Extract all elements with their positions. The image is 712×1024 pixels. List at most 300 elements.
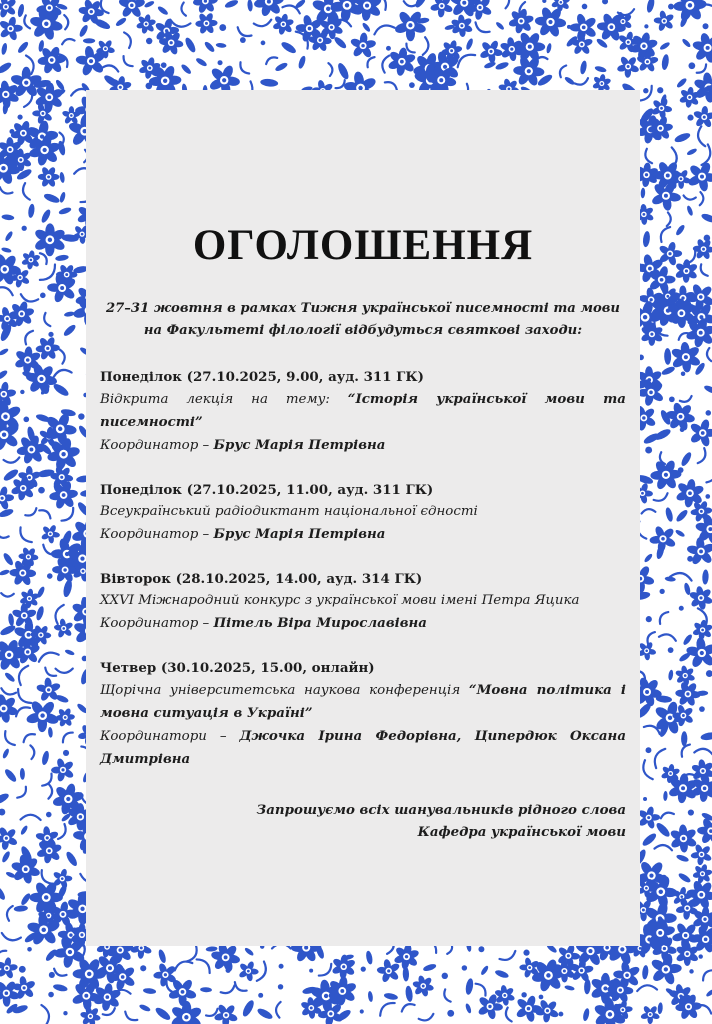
flower-motif bbox=[25, 699, 59, 732]
flower-motif bbox=[570, 33, 593, 55]
vine-swirl bbox=[18, 689, 31, 703]
leaf-motif bbox=[668, 669, 674, 680]
vine-swirl bbox=[419, 1014, 434, 1021]
leaf-motif bbox=[2, 552, 15, 567]
leaf-motif bbox=[14, 905, 29, 912]
flower-motif bbox=[479, 39, 503, 63]
leaf-motif bbox=[224, 0, 239, 9]
event-heading: Понеділок (27.10.2025, 9.00, ауд. 311 ГК) bbox=[100, 369, 424, 385]
leaf-motif bbox=[195, 57, 208, 68]
vine-swirl bbox=[124, 56, 133, 66]
leaf-motif bbox=[157, 949, 167, 964]
ornament-dot bbox=[46, 812, 52, 818]
leaf-motif bbox=[661, 54, 670, 71]
ornament-dot bbox=[258, 993, 263, 998]
vine-swirl bbox=[240, 62, 249, 73]
leaf-motif bbox=[676, 77, 688, 89]
vine-swirl bbox=[406, 44, 414, 53]
leaf-motif bbox=[657, 1002, 663, 1014]
event-description bbox=[100, 501, 626, 523]
vine-swirl bbox=[0, 951, 6, 960]
flower-motif bbox=[687, 161, 712, 192]
leaf-motif bbox=[52, 983, 68, 992]
vine-swirl bbox=[648, 632, 655, 644]
event-description bbox=[100, 679, 626, 725]
event-1 bbox=[100, 366, 626, 457]
vine-swirl bbox=[476, 984, 486, 996]
flower-motif bbox=[673, 0, 707, 22]
ornament-dot bbox=[261, 41, 266, 46]
leaf-motif bbox=[180, 63, 192, 75]
flower-motif bbox=[616, 55, 639, 78]
vine-swirl bbox=[374, 25, 394, 34]
vine-swirl bbox=[404, 1, 417, 6]
leaf-motif bbox=[333, 35, 348, 50]
leaf-motif bbox=[705, 988, 712, 998]
vine-swirl bbox=[42, 774, 51, 786]
flower-motif bbox=[38, 166, 60, 188]
leaf-motif bbox=[43, 192, 61, 204]
flower-motif bbox=[33, 223, 66, 256]
vine-swirl bbox=[61, 508, 73, 521]
ornament-dot bbox=[478, 946, 484, 952]
flower-motif bbox=[693, 106, 712, 129]
ornament-dot bbox=[688, 809, 694, 815]
vine-swirl bbox=[661, 227, 670, 242]
leaf-motif bbox=[0, 61, 13, 75]
vine-swirl bbox=[504, 0, 509, 8]
ornament-dot bbox=[706, 410, 712, 416]
leaf-motif bbox=[0, 569, 10, 577]
leaf-motif bbox=[3, 768, 18, 784]
ornament-dot bbox=[462, 965, 467, 970]
leaf-motif bbox=[256, 1007, 274, 1021]
vine-swirl bbox=[643, 760, 652, 779]
leaf-motif bbox=[673, 131, 691, 144]
department-signature: Кафедра української мови bbox=[417, 824, 626, 840]
event-topic: “Мовна політика і мовна ситуація в Україні” bbox=[100, 682, 626, 721]
vine-swirl bbox=[16, 707, 30, 716]
intro-text bbox=[100, 298, 626, 342]
intro-line-1: 27–31 жовтня в рамках Тижня української писемності та мови bbox=[105, 301, 621, 316]
event-description-text: Всеукраїнський радіодиктант національної єдності bbox=[100, 504, 478, 519]
ornament-dot bbox=[687, 115, 693, 121]
announcement-content bbox=[100, 222, 626, 843]
vine-swirl bbox=[54, 969, 66, 976]
flower-motif bbox=[272, 13, 294, 35]
leaf-motif bbox=[413, 0, 428, 9]
vine-swirl bbox=[30, 745, 34, 759]
ornament-dot bbox=[447, 1010, 454, 1017]
ornament-dot bbox=[279, 964, 284, 969]
flower-motif bbox=[351, 0, 382, 21]
ornament-dot bbox=[660, 589, 665, 594]
vine-swirl bbox=[175, 962, 193, 971]
ornament-dot bbox=[646, 616, 652, 622]
vine-swirl bbox=[58, 824, 66, 839]
vine-swirl bbox=[197, 959, 210, 973]
leaf-motif bbox=[663, 791, 668, 801]
flower-motif bbox=[629, 32, 658, 61]
leaf-motif bbox=[59, 191, 67, 203]
flower-motif bbox=[653, 10, 674, 32]
coordinator-label: Координатор – bbox=[100, 527, 214, 542]
vine-swirl bbox=[266, 57, 277, 64]
leaf-motif bbox=[579, 60, 587, 75]
flower-motif bbox=[214, 1003, 239, 1024]
flower-motif bbox=[36, 838, 62, 864]
leaf-motif bbox=[1, 214, 14, 221]
vine-swirl bbox=[560, 66, 566, 78]
vine-swirl bbox=[42, 870, 52, 884]
vine-swirl bbox=[458, 55, 475, 68]
event-heading: Понеділок (27.10.2025, 11.00, ауд. 311 ГК) bbox=[100, 482, 434, 498]
vine-swirl bbox=[25, 508, 36, 515]
event-3 bbox=[100, 568, 626, 635]
vine-swirl bbox=[60, 349, 65, 363]
ornament-dot bbox=[706, 670, 712, 677]
leaf-motif bbox=[183, 36, 197, 54]
ornament-dot bbox=[657, 87, 663, 93]
vine-swirl bbox=[698, 126, 705, 146]
leaf-motif bbox=[203, 40, 216, 53]
vine-swirl bbox=[170, 20, 190, 27]
ornament-dot bbox=[602, 0, 608, 4]
flower-motif bbox=[193, 0, 219, 14]
vine-swirl bbox=[19, 666, 28, 685]
leaf-motif bbox=[8, 613, 15, 626]
flower-motif bbox=[394, 10, 427, 42]
leaf-motif bbox=[422, 963, 437, 973]
leaf-motif bbox=[1, 42, 8, 55]
leaf-motif bbox=[144, 0, 156, 9]
leaf-motif bbox=[2, 748, 11, 759]
leaf-motif bbox=[20, 825, 29, 836]
vine-swirl bbox=[661, 813, 674, 819]
flower-motif bbox=[0, 693, 19, 723]
ornament-dot bbox=[361, 966, 366, 971]
leaf-motif bbox=[138, 1003, 151, 1012]
flower-motif bbox=[679, 87, 701, 109]
leaf-motif bbox=[700, 212, 712, 224]
leaf-motif bbox=[595, 37, 608, 49]
leaf-motif bbox=[297, 55, 307, 69]
ornament-dot bbox=[20, 390, 24, 394]
ornament-dot bbox=[48, 992, 54, 998]
vine-swirl bbox=[660, 612, 668, 624]
flower-motif bbox=[674, 259, 698, 283]
flower-motif bbox=[689, 586, 712, 611]
leaf-motif bbox=[641, 832, 658, 848]
leaf-motif bbox=[64, 850, 79, 867]
leaf-motif bbox=[664, 348, 671, 365]
ornament-dot bbox=[226, 968, 231, 973]
leaf-motif bbox=[143, 988, 157, 995]
ornament-dot bbox=[705, 494, 710, 499]
vine-swirl bbox=[336, 80, 345, 88]
leaf-motif bbox=[62, 323, 77, 337]
flower-motif bbox=[0, 0, 17, 18]
leaf-motif bbox=[59, 172, 65, 184]
leaf-motif bbox=[642, 231, 651, 248]
intro-line-2: на Факультеті філології відбудуться святкові заходи: bbox=[143, 323, 583, 338]
vine-swirl bbox=[701, 264, 708, 276]
vine-swirl bbox=[21, 815, 41, 820]
ornament-dot bbox=[22, 226, 27, 231]
vine-swirl bbox=[382, 56, 389, 73]
leaf-motif bbox=[682, 633, 694, 646]
vine-swirl bbox=[21, 294, 38, 301]
flower-motif bbox=[430, 0, 454, 18]
vine-swirl bbox=[7, 906, 13, 921]
vine-swirl bbox=[642, 509, 656, 513]
ornament-dot bbox=[38, 487, 45, 494]
leaf-motif bbox=[675, 529, 686, 538]
vine-swirl bbox=[697, 64, 706, 72]
leaf-motif bbox=[35, 605, 45, 621]
ornament-dot bbox=[219, 24, 226, 31]
leaf-motif bbox=[41, 750, 50, 765]
leaf-motif bbox=[157, 5, 169, 16]
leaf-motif bbox=[17, 3, 25, 17]
vine-swirl bbox=[235, 982, 247, 991]
vine-swirl bbox=[41, 1005, 49, 1024]
vine-swirl bbox=[23, 183, 30, 200]
event-coordinator bbox=[100, 725, 626, 771]
leaf-motif bbox=[642, 965, 649, 980]
vine-swirl bbox=[694, 749, 712, 755]
vine-swirl bbox=[328, 63, 332, 76]
leaf-motif bbox=[677, 872, 692, 884]
flower-motif bbox=[690, 843, 712, 865]
ornament-dot bbox=[442, 973, 448, 979]
ornament-dot bbox=[146, 38, 152, 44]
leaf-motif bbox=[48, 727, 54, 738]
leaf-motif bbox=[546, 43, 553, 54]
leaf-motif bbox=[405, 985, 414, 1002]
vine-swirl bbox=[654, 845, 672, 850]
leaf-motif bbox=[480, 965, 490, 976]
event-heading: Вівторок (28.10.2025, 14.00, ауд. 314 ГК) bbox=[100, 571, 423, 587]
vine-swirl bbox=[40, 264, 55, 279]
flower-motif bbox=[51, 758, 75, 783]
flower-motif bbox=[11, 603, 37, 628]
flower-motif bbox=[136, 14, 157, 35]
ornament-dot bbox=[644, 24, 648, 28]
flower-motif bbox=[640, 1005, 660, 1024]
ornament-dot bbox=[49, 972, 55, 978]
leaf-motif bbox=[643, 553, 653, 564]
flower-motif bbox=[0, 826, 18, 850]
leaf-motif bbox=[703, 384, 712, 395]
vine-swirl bbox=[221, 985, 235, 993]
flower-motif bbox=[515, 995, 542, 1023]
ornament-dot bbox=[582, 4, 588, 10]
ornament-dot bbox=[78, 413, 84, 419]
ornament-dot bbox=[63, 1011, 67, 1015]
flower-motif bbox=[686, 637, 712, 669]
vine-swirl bbox=[659, 634, 676, 640]
leaf-motif bbox=[0, 885, 7, 901]
leaf-motif bbox=[465, 1003, 473, 1014]
leaf-motif bbox=[494, 969, 509, 980]
flower-motif bbox=[508, 8, 534, 34]
leaf-motif bbox=[681, 38, 692, 49]
leaf-motif bbox=[115, 16, 128, 27]
coordinator-name: Джочка Ірина Федорівна, Ципердюк Оксана Дмитрівна bbox=[100, 728, 626, 767]
vine-swirl bbox=[125, 1012, 137, 1021]
flower-motif bbox=[0, 486, 14, 511]
flower-motif bbox=[253, 0, 284, 17]
leaf-motif bbox=[83, 38, 95, 43]
vine-swirl bbox=[44, 313, 50, 326]
vine-swirl bbox=[1, 688, 16, 694]
ornament-dot bbox=[703, 23, 709, 29]
leaf-motif bbox=[365, 950, 373, 965]
vine-swirl bbox=[276, 1002, 281, 1018]
leaf-motif bbox=[280, 40, 298, 55]
leaf-motif bbox=[640, 188, 645, 199]
leaf-motif bbox=[564, 76, 576, 86]
leaf-motif bbox=[0, 792, 10, 807]
event-2 bbox=[100, 479, 626, 546]
vine-swirl bbox=[4, 457, 20, 462]
ornament-dot bbox=[689, 969, 693, 973]
event-description-text: Відкрита лекція на тему: bbox=[100, 392, 348, 407]
leaf-motif bbox=[247, 0, 253, 12]
vine-swirl bbox=[25, 331, 33, 345]
ornament-dot bbox=[523, 950, 529, 956]
coordinator-label: Координатор – bbox=[100, 438, 214, 453]
flower-motif bbox=[168, 978, 197, 1006]
leaf-motif bbox=[0, 369, 9, 381]
vine-swirl bbox=[40, 253, 47, 264]
vine-swirl bbox=[48, 784, 52, 799]
coordinator-name: Пітель Віра Мирославівна bbox=[213, 615, 427, 631]
vine-swirl bbox=[63, 733, 73, 743]
vine-swirl bbox=[367, 57, 374, 67]
flower-motif bbox=[0, 16, 23, 41]
vine-swirl bbox=[655, 749, 665, 768]
vine-swirl bbox=[187, 945, 197, 962]
vine-swirl bbox=[380, 1003, 394, 1016]
leaf-motif bbox=[4, 230, 14, 242]
ornament-dot bbox=[240, 37, 246, 43]
leaf-motif bbox=[64, 311, 76, 317]
leaf-motif bbox=[241, 999, 256, 1018]
vine-swirl bbox=[402, 1004, 415, 1011]
coordinator-name: Брус Марія Петрівна bbox=[213, 526, 386, 542]
event-coordinator bbox=[100, 612, 626, 635]
leaf-motif bbox=[661, 365, 676, 376]
leaf-motif bbox=[40, 208, 52, 224]
vine-swirl bbox=[682, 745, 690, 757]
ornament-dot bbox=[643, 88, 648, 93]
leaf-motif bbox=[680, 451, 693, 468]
leaf-motif bbox=[564, 985, 575, 992]
vine-swirl bbox=[707, 348, 711, 361]
leaf-motif bbox=[361, 22, 371, 33]
ornament-dot bbox=[63, 750, 69, 756]
vine-swirl bbox=[444, 989, 450, 1001]
ornament-dot bbox=[680, 427, 685, 432]
event-description-text: XXVI Міжнародний конкурс з української мови імені Петра Яцика bbox=[100, 593, 580, 608]
leaf-motif bbox=[495, 21, 505, 31]
vine-swirl bbox=[2, 933, 21, 940]
event-description bbox=[100, 388, 626, 434]
flower-motif bbox=[494, 985, 515, 1006]
leaf-motif bbox=[700, 731, 712, 741]
ornament-dot bbox=[539, 995, 544, 1000]
flower-motif bbox=[535, 999, 559, 1023]
flower-motif bbox=[697, 817, 712, 845]
leaf-motif bbox=[654, 821, 671, 839]
vine-swirl bbox=[24, 15, 30, 28]
flower-motif bbox=[0, 957, 18, 979]
vine-swirl bbox=[17, 787, 26, 798]
flower-motif bbox=[689, 418, 712, 447]
leaf-motif bbox=[16, 40, 29, 54]
ornament-dot bbox=[688, 62, 695, 69]
vine-swirl bbox=[0, 287, 13, 295]
leaf-motif bbox=[20, 768, 25, 780]
leaf-motif bbox=[367, 991, 373, 1003]
leaf-motif bbox=[495, 61, 510, 71]
ornament-dot bbox=[669, 396, 675, 402]
ornament-dot bbox=[17, 115, 22, 120]
event-4 bbox=[100, 657, 626, 771]
vine-swirl bbox=[654, 493, 668, 501]
ornament-dot bbox=[409, 82, 415, 88]
leaf-motif bbox=[55, 254, 69, 262]
flower-motif bbox=[41, 524, 61, 544]
leaf-motif bbox=[465, 978, 475, 996]
ornament-dot bbox=[47, 573, 53, 579]
vine-swirl bbox=[535, 57, 547, 61]
vine-swirl bbox=[124, 32, 131, 48]
flower-motif bbox=[55, 707, 75, 727]
vine-swirl bbox=[702, 144, 711, 165]
flower-motif bbox=[331, 954, 356, 979]
leaf-motif bbox=[0, 347, 9, 356]
page-title: ОГОЛОШЕННЯ bbox=[192, 222, 534, 269]
ornament-dot bbox=[140, 965, 146, 971]
vine-swirl bbox=[575, 78, 588, 84]
ornament-dot bbox=[161, 62, 167, 68]
vine-swirl bbox=[506, 1008, 512, 1022]
vine-swirl bbox=[700, 192, 704, 205]
vine-swirl bbox=[645, 149, 652, 163]
ornament-dot bbox=[643, 797, 647, 801]
leaf-motif bbox=[244, 947, 255, 957]
vine-swirl bbox=[319, 964, 331, 976]
leaf-motif bbox=[681, 731, 687, 746]
vine-swirl bbox=[680, 396, 692, 402]
leaf-motif bbox=[260, 78, 279, 87]
vine-swirl bbox=[181, 3, 185, 16]
vine-swirl bbox=[706, 468, 712, 483]
ornament-dot bbox=[40, 293, 46, 299]
ornament-dot bbox=[386, 46, 391, 51]
ornament-dot bbox=[558, 1012, 563, 1017]
vine-swirl bbox=[476, 22, 490, 32]
ornament-dot bbox=[360, 1009, 364, 1013]
vine-swirl bbox=[703, 970, 712, 980]
ornament-dot bbox=[687, 556, 693, 562]
leaf-motif bbox=[465, 38, 474, 51]
vine-swirl bbox=[39, 510, 50, 518]
vine-swirl bbox=[254, 20, 271, 27]
